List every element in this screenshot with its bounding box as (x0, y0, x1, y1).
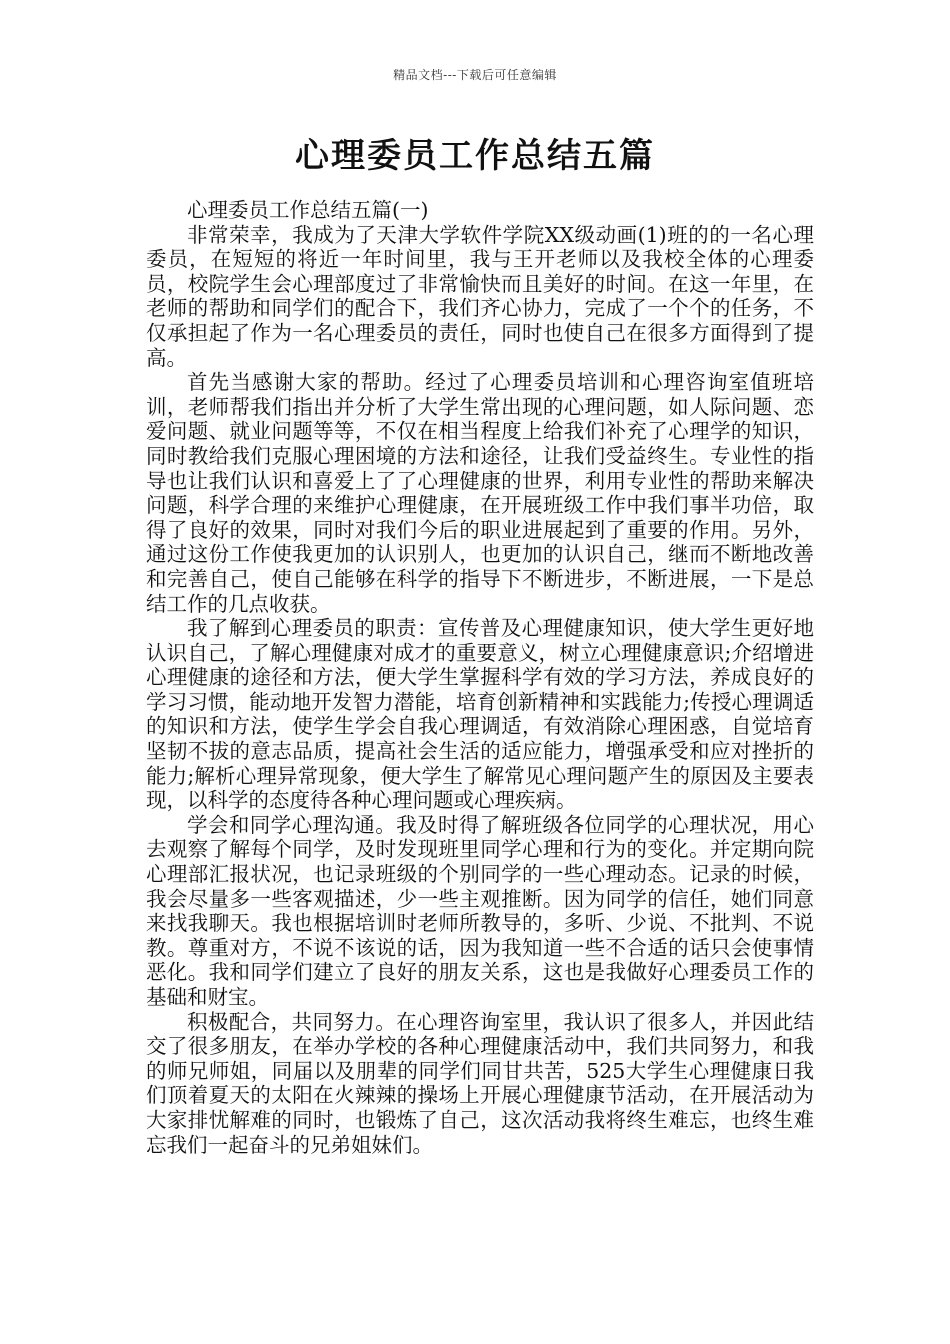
paragraph-1: 非常荣幸，我成为了天津大学软件学院XX级动画(1)班的的一名心理委员，在短短的将近一年时间里，我与王开老师以及我校全体的心理委员，校院学生会心理部度过了非常愉快而且美好的时间。在这一年里，在老师的帮助和同学们的配合下，我们齐心协力，完成了一个个的任务，不仅承担起了作为一名心理委员的责任，同时也使自己在很多方面得到了提高。 (146, 222, 814, 370)
paragraph-4: 学会和同学心理沟通。我及时得了解班级各位同学的心理状况，用心去观察了解每个同学，及时发现班里同学心理和行为的变化。并定期向院心理部汇报状况，也记录班级的个别同学的一些心理动态。记录的时候，我会尽量多一些客观描述，少一些主观推断。因为同学的信任，她们同意来找我聊天。我也根据培训时老师所教导的，多听、少说、不批判、不说教。尊重对方，不说不该说的话，因为我知道一些不合适的话只会使事情恶化。我和同学们建立了良好的朋友关系，这也是我做好心理委员工作的基础和财宝。 (146, 812, 814, 1009)
paragraph-2: 首先当感谢大家的帮助。经过了心理委员培训和心理咨询室值班培训，老师帮我们指出并分析了大学生常出现的心理问题，如人际问题、恋爱问题、就业问题等等，不仅在相当程度上给我们补充了心理学的知识，同时教给我们克服心理困境的方法和途径，让我们受益终生。专业性的指导也让我们认识和喜爱上了了心理健康的世界，利用专业性的帮助来解决问题，科学合理的来维护心理健康，在开展班级工作中我们事半功倍，取得了良好的效果，同时对我们今后的职业进展起到了重要的作用。另外，通过这份工作使我更加的认识别人，也更加的认识自己，继而不断地改善和完善自己，使自己能够在科学的指导下不断进步，不断进展，一下是总结工作的几点收获。 (146, 370, 814, 616)
document-body (146, 198, 814, 1157)
paragraph-5: 积极配合，共同努力。在心理咨询室里，我认识了很多人，并因此结交了很多朋友，在举办学校的各种心理健康活动中，我们共同努力，和我的师兄师姐，同届以及朋辈的同学们同甘共苦，525大学生心理健康日我们顶着夏天的太阳在火辣辣的操场上开展心理健康节活动，在开展活动为大家排忧解难的同时，也锻炼了自己，这次活动我将终生难忘，也终生难忘我们一起奋斗的兄弟姐妹们。 (146, 1009, 814, 1157)
section-subtitle: 心理委员工作总结五篇(一) (187, 198, 429, 222)
document-title: 心理委员工作总结五篇 (295, 136, 655, 176)
header-note: 精品文档---下载后可任意编辑 (393, 68, 557, 82)
paragraph-3: 我了解到心理委员的职责：宣传普及心理健康知识，使大学生更好地认识自己，了解心理健康对成才的重要意义，树立心理健康意识;介绍增进心理健康的途径和方法，便大学生掌握科学有效的学习方法，养成良好的学习习惯，能动地开发智力潜能，培育创新精神和实践能力;传授心理调适的知识和方法，使学生学会自我心理调适，有效消除心理困惑，自觉培育坚韧不拔的意志品质，提高社会生活的适应能力，增强承受和应对挫折的能力;解析心理异常现象，便大学生了解常见心理问题产生的原因及主要表现，以科学的态度待各种心理问题或心理疾病。 (146, 616, 814, 813)
